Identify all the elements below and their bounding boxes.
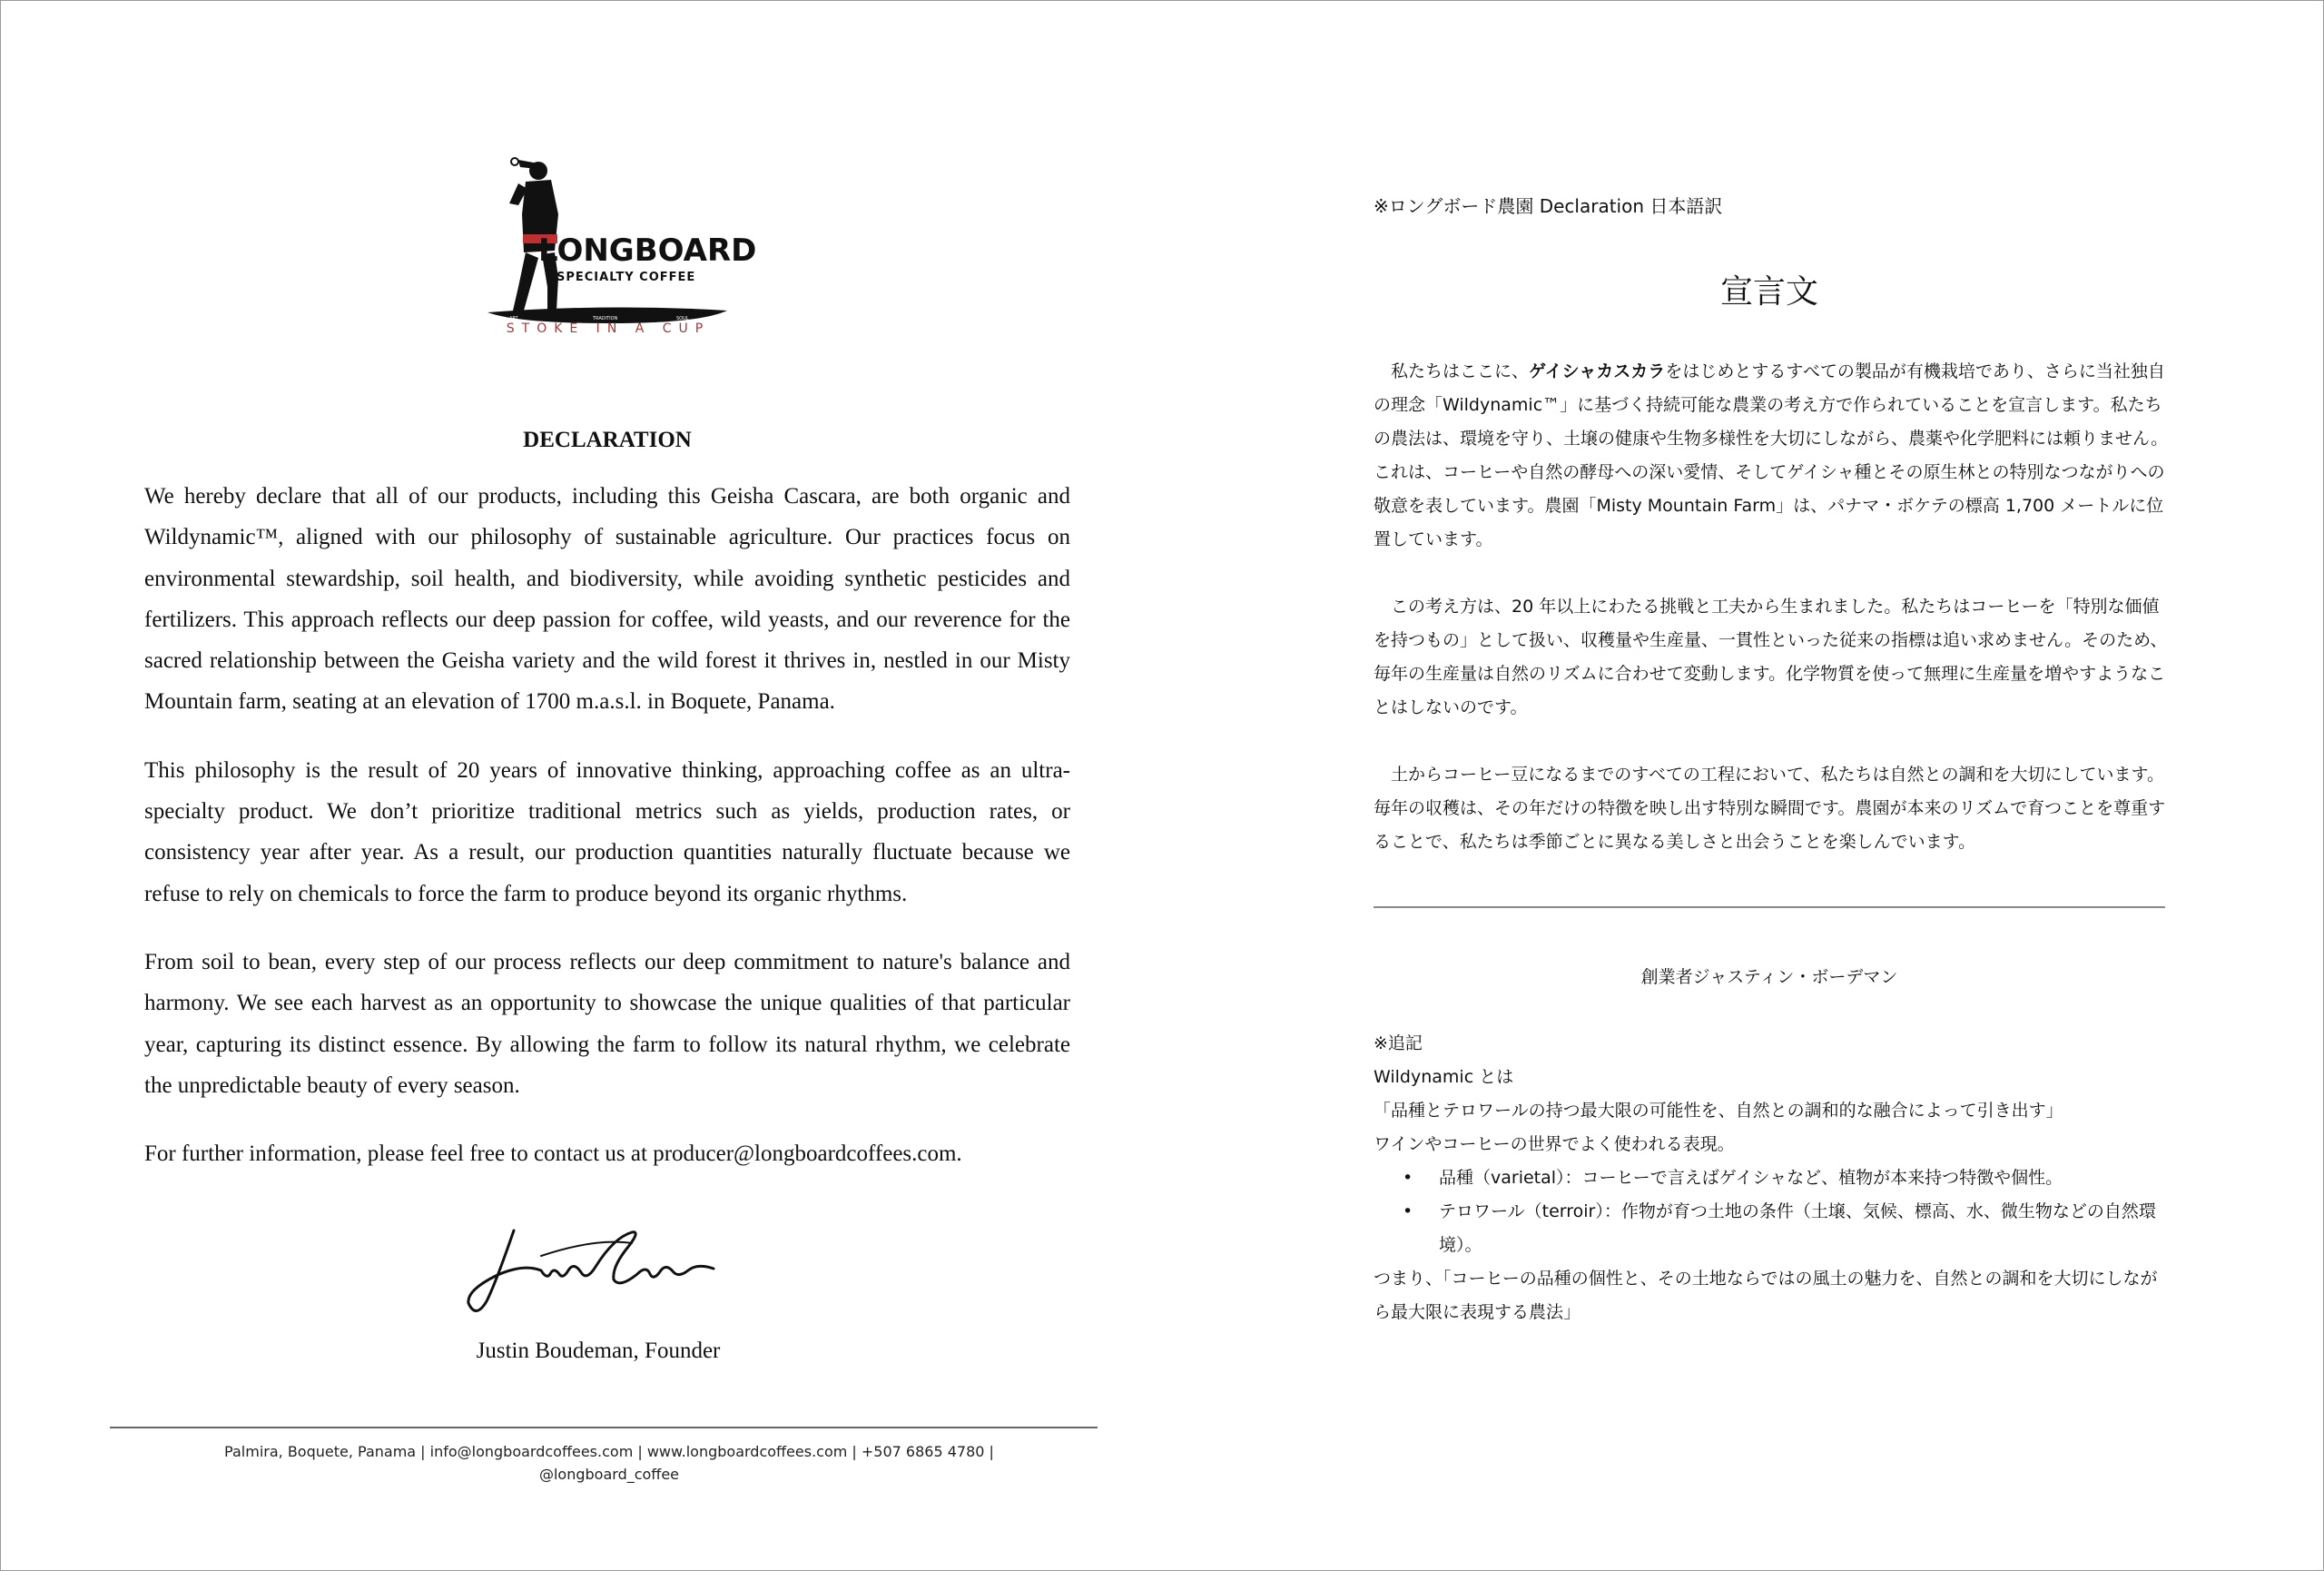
footer-contact	[146, 1440, 1072, 1486]
translation-p1-pre: 私たちはここに、	[1391, 361, 1530, 381]
translation-title: 宣言文	[1719, 273, 1818, 311]
translation-paragraph-2: この考え方は、20 年以上にわたる挑戦と工夫から生まれました。私たちはコーヒーを「特別な価値を持つもの」として扱い、収穫量や生産量、一貫性といった従来の指標は追い求めません。そのため、毎年の生産量は自然のリズムに合わせて変動します。化学物質を使って無理に生産量を増やすようなことはしないのです。	[1374, 597, 2168, 717]
brand-name: LONGBOARD	[538, 232, 757, 269]
board-word-tradition: TRADITION	[593, 316, 618, 321]
brand-subtitle: SPECIALTY COFFEE	[556, 271, 696, 284]
note-bullet-terroir: テロワール（terroir）：作物が育つ土地の条件（土壌、気候、標高、水、微生物などの自然環境）。	[1439, 1201, 2156, 1255]
translation-paragraph-3: 土からコーヒー豆になるまでのすべての工程において、私たちは自然との調和を大切にしています。毎年の収穫は、その年だけの特徴を映し出す特別な瞬間です。農園が本来のリズムで育つことを尊重することで、私たちは季節ごとに異なる美しさと出会うことを楽しんでいます。	[1374, 765, 2166, 852]
translation-header: ※ロングボード農園 Declaration 日本語訳	[1374, 195, 1723, 217]
note-definition: 「品種とテロワールの持つ最大限の可能性を、自然との調和的な融合によって引き出す」	[1374, 1101, 2063, 1121]
footer-contact-line-2: @longboard_coffee	[538, 1466, 680, 1483]
declaration-paragraph-1: We hereby declare that all of our products, including this Geisha Cascara, are both organic and Wildynamic™, aligned with our philosophy of sustainable agriculture. Our practices focus on environmental stewardship, soil health, and biodiversity, while avoiding synthetic pesticides and fertilizers. This approach reflects our deep passion for coffee, wild yeasts, and our reverence for the sacred relationship between the Geisha variety and the wild forest it thrives in, nestled in our Misty Mountain farm, seating at an elevation of 1700 m.a.s.l. in Boquete, Panama.	[144, 484, 1070, 715]
translation-divider	[1374, 906, 2165, 908]
longboard-logo	[482, 151, 757, 341]
declaration-body	[144, 476, 1070, 1201]
translation-note	[1374, 1027, 2172, 1329]
declaration-paragraph-3: From soil to bean, every step of our process reflects our deep commitment to nature's balance and harmony. We see each harvest as an opportunity to showcase the unique qualities of that particular year, capturing its distinct essence. By allowing the farm to follow its natural rhythm, we celebrate the unpredictable beauty of every season.	[144, 949, 1070, 1098]
note-usage: ワインやコーヒーの世界でよく使われる表現。	[1374, 1134, 1735, 1154]
list-item	[1403, 1161, 2172, 1195]
note-bullet-list	[1374, 1161, 2172, 1262]
bullet-icon: •	[1403, 1168, 1413, 1188]
board-word-art: ART	[509, 316, 518, 321]
translation-paragraph-1	[1374, 355, 2172, 557]
translation-founder: 創業者ジャスティン・ボーデマン	[1640, 967, 1898, 987]
note-summary: つまり、「コーヒーの品種の個性と、その土地ならではの風土の魅力を、自然との調和を大切にしながら最大限に表現する農法」	[1374, 1269, 2158, 1322]
translation-body	[1374, 355, 2172, 893]
board-word-soul: SOUL	[676, 316, 689, 321]
list-item	[1403, 1195, 2172, 1262]
declaration-title: DECLARATION	[523, 428, 692, 452]
note-bullet-varietal: 品種（varietal）：コーヒーで言えばゲイシャなど、植物が本来持つ特徴や個性。	[1439, 1168, 2063, 1188]
translation-p1-product: ゲイシャカスカラ	[1529, 361, 1666, 381]
brand-tagline: STOKE IN A CUP	[506, 321, 711, 336]
translation-p1-post: をはじめとするすべての製品が有機栽培であり、さらに当社独自の理念「Wildynamic™」に基づく持続可能な農業の考え方で作られていることを宣言します。私たちの農法は、環境を守り、土壌の健康や生物多様性を大切にしながら、農薬や化学肥料には頼りません。これは、コーヒーや自然の酵母への深い愛情、そしてゲイシャ種とその原生林との特別なつながりへの敬意を表しています。農園「Misty Mountain Farm」は、パナマ・ボケテの標高 1,700 メートルに位置しています。	[1374, 361, 2169, 549]
note-heading: ※追記	[1374, 1033, 1423, 1053]
founder-signature-icon	[459, 1220, 732, 1319]
declaration-contact-paragraph: For further information, please feel free to contact us at producer@longboardcoffees.com.	[144, 1141, 962, 1167]
note-term: Wildynamic とは	[1374, 1067, 1514, 1087]
bullet-icon: •	[1403, 1201, 1413, 1221]
declaration-paragraph-2: This philosophy is the result of 20 years of innovative thinking, approaching coffee as an ultra-specialty product. We don’t prioritize traditional metrics such as yields, production rates, or consistency year after year. As a result, our production quantities naturally fluctuate because we refuse to rely on chemicals to force the farm to produce beyond its organic rhythms.	[144, 757, 1070, 906]
signer-name: Justin Boudeman, Founder	[476, 1339, 721, 1363]
footer-contact-line-1: Palmira, Boquete, Panama | info@longboardcoffees.com | www.longboardcoffees.com | +507 6865 4780 |	[224, 1443, 994, 1460]
footer-divider	[110, 1427, 1098, 1428]
